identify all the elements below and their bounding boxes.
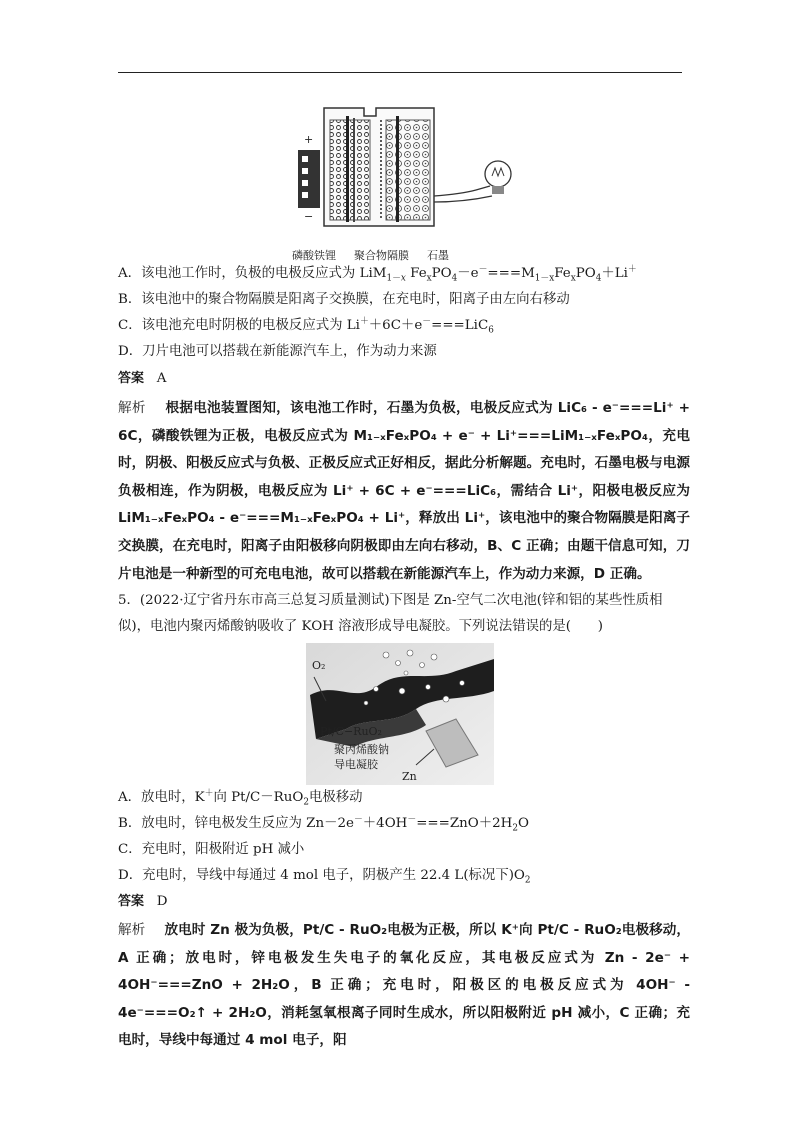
label-lfp: 磷酸铁锂	[292, 249, 336, 262]
zn-air-battery-figure	[306, 643, 494, 785]
label-gel-1: 聚丙烯酸钠	[334, 743, 389, 756]
q5-stem-line1: 5．(2022·辽宁省丹东市高三总复习质量测试)下图是 Zn-空气二次电池(锌和铝的某些性质相	[118, 593, 663, 608]
q4-analysis: 解析 根据电池装置图知，该电池工作时，石墨为负极，电极反应式为 LiC₆ - e⁻===Li⁺ + 6C，磷酸铁锂为正极，电极反应式为 M₁₋ₓFeₓPO₄ + e⁻ + Li⁺===LiM₁₋ₓFeₓPO₄，充电时，阴极、阳极反应式与负极、正极反应式正好相反，据此分析解题。充电时，石墨电极与电源负极相连，作为阴极，电极反应为 Li⁺ + 6C + e⁻===LiC₆，需结合 Li⁺，阳极电极反应为 LiM₁₋ₓFeₓPO₄ - e⁻===M₁₋ₓFeₓPO₄ + Li⁺，释放出 Li⁺，该电池中的聚合物隔膜是阳离子交换膜，在充电时，阳离子由阳极移向阴极即由左向右移动，B、C 正确；由题干信息可知，刀片电池是一种新型的可充电电池，故可以搭载在新能源汽车上，作为动力来源，D 正确。	[118, 400, 690, 582]
plus-sign: +	[304, 133, 314, 146]
q5-option-d: D．充电时，导线中每通过 4 mol 电子，阴极产生 22.4 L(标况下)$O_2$	[118, 868, 531, 886]
q5-option-a: A．放电时，K＋向 Pt/C－RuO$_2$电极移动	[118, 788, 363, 808]
label-membrane: 聚合物隔膜	[354, 249, 409, 262]
q5-answer: 答案 D	[118, 894, 168, 909]
label-zn: Zn	[402, 770, 417, 783]
q4-option-c: C．该电池充电时阴极的电极反应式为 Li＋＋6C＋e－===LiC$_6$	[118, 316, 494, 336]
minus-sign: −	[304, 210, 314, 223]
label-o2: O₂	[312, 659, 326, 672]
label-graphite: 石墨	[427, 249, 449, 262]
q4-answer: 答案 A	[118, 371, 167, 386]
label-gel-2: 导电凝胶	[334, 758, 378, 771]
q4-option-d: D．刀片电池可以搭载在新能源汽车上，作为动力来源	[118, 344, 437, 359]
header-rule	[118, 72, 682, 73]
q5-option-b: B．放电时，锌电极发生反应为 $Zn-2e^-+4OH^-===ZnO+2H_2O$	[118, 814, 529, 834]
battery-diagram	[286, 96, 526, 266]
q4-option-a: A．该电池工作时，负极的电极反应式为 LiM$_{1-x}$ $Fe_xPO_4-e^-===M_{1-x}Fe_xPO_4+Li^+$	[118, 264, 637, 284]
q5-option-c: C．充电时，阳极附近 pH 减小	[118, 842, 305, 857]
q5-stem-line2: 似)，电池内聚丙烯酸钠吸收了 KOH 溶液形成导电凝胶。下列说法错误的是( )	[118, 619, 603, 634]
label-pt-c-ruo2: Pt/C−RuO₂	[320, 725, 382, 738]
q5-analysis: 解析 放电时 Zn 极为负极，Pt/C - RuO₂电极为正极，所以 K⁺向 Pt/C - RuO₂电极移动，A 正确；放电时，锌电极发生失电子的氧化反应，其电极反应式为 Zn - 2e⁻ + 4OH⁻===ZnO + 2H₂O，B 正确；充电时，阳极区的电极反应式为 4OH⁻ - 4e⁻===O₂↑ + 2H₂O，消耗氢氧根离子同时生成水，所以阳极附近 pH 减小，C 正确；充电时，导线中每通过 4 mol 电子，阳	[118, 922, 690, 1049]
q4-option-b: B．该电池中的聚合物隔膜是阳离子交换膜，在充电时，阳离子由左向右移动	[118, 292, 570, 307]
